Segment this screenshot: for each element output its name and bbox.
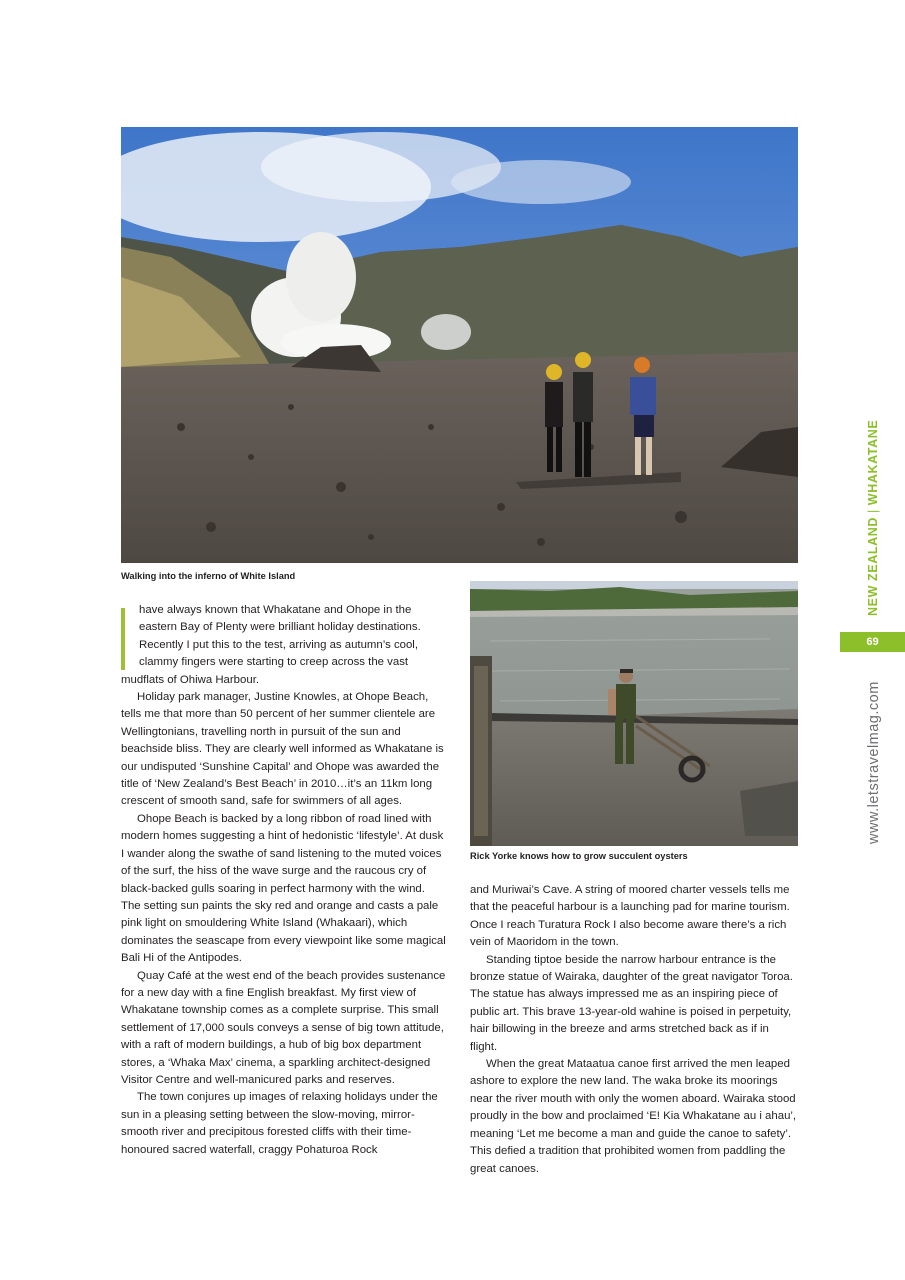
drop-cap-bar (121, 608, 125, 670)
article-paragraph (121, 602, 446, 689)
section-place: WHAKATANE (866, 419, 880, 506)
article-paragraph: Holiday park manager, Justine Knowles, at Ohope Beach, tells me that more than 50 percent of her summer clientele are Wellingtonians, travelling north in pursuit of the sun and beachside bliss. They are clearly well informed as Whakatane is our undisputed ‘Sunshine Capital’ and Ohope was awarded the title of ‘New Zealand’s Best Beach’ in 2010…it’s an 11km long crescent of smooth sand, safe for swimmers of all ages. (121, 691, 444, 808)
section-country: NEW ZEALAND (866, 517, 880, 616)
article-paragraph: Standing tiptoe beside the narrow harbour entrance is the bronze statue of Wairaka, daughter of the great navigator Toroa. The statue has always impressed me as an inspiring piece of public art. This brave 13-year-old wahine is poised in perpetuity, hair billowing in the breeze and arms stretched back as if in flight. (470, 953, 793, 1053)
article-column-right (470, 882, 798, 1178)
article-paragraph: Ohope Beach is backed by a long ribbon of road lined with modern homes suggesting a hint of hedonistic ‘lifestyle’. At dusk I wander along the swathe of sand listening to the muted voices of the surf, the hiss of the wave surge and the raucous cry of black-backed gulls soaring in perfect harmony with the wind. The setting sun paints the sky red and orange and casts a pale pink light on smouldering White Island (Whakaari), which dominates the seascape from every viewpoint like some magical Bali Hi of the Antipodes. (121, 812, 446, 965)
section-separator: | (866, 509, 880, 514)
article-paragraph: The town conjures up images of relaxing holidays under the sun in a pleasing setting between the slow-moving, mirror-smooth river and precipitous forested cliffs with their time-honoured sacred waterfall, craggy Pohaturoa Rock (121, 1091, 438, 1156)
white-island-caption: Walking into the inferno of White Island (121, 571, 296, 581)
oyster-farmer-photo (470, 581, 798, 846)
article-paragraph-text: have always known that Whakatane and Ohope in the eastern Bay of Plenty were brilliant holiday destinations. Recently I put this to the test, arriving as autumn’s cool, clammy fingers were starting to creep across the vast mudflats of Ohiwa Harbour. (121, 604, 421, 686)
page-number: 69 (840, 632, 905, 652)
white-island-illustration (121, 127, 798, 563)
website-url[interactable]: www.letstravelmag.com (866, 681, 882, 844)
article-paragraph: Quay Café at the west end of the beach provides sustenance for a new day with a fine English breakfast. My first view of Whakatane township comes as a complete surprise. This small settlement of 17,000 souls conveys a sense of big town attitude, with a raft of modern buildings, a hub of big box department stores, a ‘Whaka Max’ cinema, a sparkling architect-designed Visitor Centre and well-manicured parks and reserves. (121, 969, 446, 1086)
article-column-left (121, 602, 446, 1159)
white-island-photo (121, 127, 798, 563)
section-running-header (866, 420, 880, 616)
oyster-farmer-caption: Rick Yorke knows how to grow succulent oysters (470, 851, 688, 861)
oyster-farmer-illustration (470, 581, 798, 846)
article-paragraph: and Muriwai’s Cave. A string of moored charter vessels tells me that the peaceful harbour is a launching pad for marine tourism. Once I reach Turatura Rock I also become aware there’s a rich vein of Maoridom in the town. (470, 884, 790, 949)
article-paragraph: When the great Mataatua canoe first arrived the men leaped ashore to explore the new land. The waka broke its moorings near the river mouth with only the women aboard. Wairaka stood proudly in the bow and proclaimed ‘E! Kia Whakatane au i ahau’, meaning ‘Let me become a man and guide the canoe to safety’. This defied a tradition that prohibited women from paddling the great canoes. (470, 1058, 797, 1175)
